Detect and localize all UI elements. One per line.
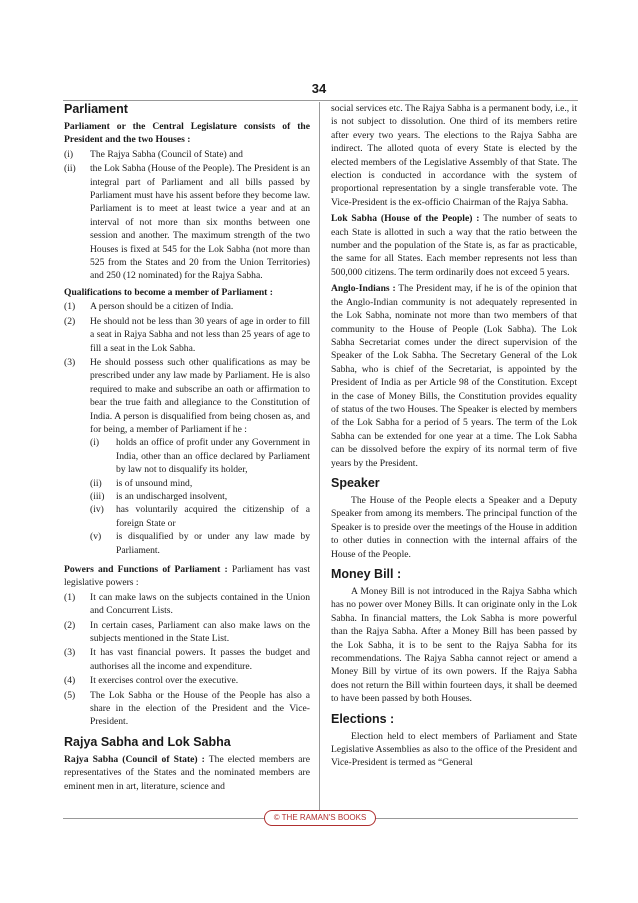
- list-item: (1) It can make laws on the subjects contained in the Union and Concurrent Lists.: [64, 591, 310, 617]
- list-item: (2) In certain cases, Parliament can also make laws on the subjects mentioned in the State List.: [64, 619, 310, 645]
- list-item: (i) The Rajya Sabha (Council of State) and: [64, 148, 243, 160]
- money-bill-heading: Money Bill :: [331, 567, 402, 581]
- speaker-text: The House of the People elects a Speaker and a Deputy Speaker from among its members. The principal function of the Speaker is to preside over the meetings of the House in addition to other duties in connection with the internal affairs of the House of the People.: [331, 494, 577, 560]
- list-item: (2) He should not be less than 30 years of age in order to fill a seat in Rajya Sabha and not less than 25 years of age to fill a seat in the Lok Sabha.: [64, 315, 310, 354]
- parliament-heading: Parliament: [64, 102, 128, 116]
- list-item: (iii) is an undischarged insolvent,: [90, 490, 228, 502]
- page-number: 34: [311, 81, 327, 96]
- lok-sabha-text: The number of seats to each State is allotted in such a way that the ratio between the number and the population of the State is, as far as practicable, the same for all States. Each member represents not less than 500,000 citizens. The term ordinarily does not exceed 5 years.: [331, 213, 577, 278]
- powers-intro: Parliament has vast legislative powers :: [64, 564, 311, 589]
- list-item: (5) The Lok Sabha or the House of the People has also a share in the election of the President and the Vice-President.: [64, 689, 310, 728]
- elections-text: Election held to elect members of Parliament and State Legislative Assemblies as also to the office of the President and Vice-President is termed as “General: [331, 730, 577, 769]
- parliament-intro: Parliament or the Central Legislature consists of the President and the two Houses :: [64, 121, 310, 146]
- anglo-indians-paragraph: [331, 282, 577, 470]
- list-item: (ii) the Lok Sabha (House of the People). The President is an integral part of Parliament and all bills passed by Parliament must have his assent before they become law. Parliament is to meet at least twice a year and at an interval of not more than six months between one session and another. The maximum strength of the two Houses is fixed at 545 for the Lok Sabha (not more than 525 from the States and 20 from the Union Territories) and 250 (12 nominated) for the Rajya Sabha.: [64, 163, 310, 282]
- left-column: [64, 102, 310, 793]
- speaker-heading: Speaker: [331, 475, 380, 490]
- rajya-lok-sabha-heading: Rajya Sabha and Lok Sabha: [64, 734, 231, 749]
- money-bill-text: A Money Bill is not introduced in the Rajya Sabha which has no power over Money Bills. It can originate only in the Lok Sabha. In financial matters, the Lok Sabha is more powerful than the Rajya Sabha. After a Money Bill has been passed by the Lok Sabha, it is to be sent to the Rajya Sabha for its recommendations. The Rajya Sabha cannot reject or amend a Money Bill by virtue of its own powers. If the Rajya Sabha does not return the Bill within fourteen days, it shall be deemed to have been passed by both Houses.: [331, 586, 577, 705]
- disqualification-list: [64, 436, 310, 557]
- lok-sabha-paragraph: [331, 212, 577, 279]
- houses-list: [64, 148, 310, 283]
- powers-paragraph: [64, 563, 310, 590]
- list-item: (3) He should possess such other qualifications as may be prescribed under any law made by Parliament. He is also required to make and subscribe an oath or affirmation to bear the true faith and allegiance to the Constitution of India. A person is disqualified from being chosen as, and for being, a member of Parliament if he :: [64, 356, 310, 435]
- anglo-indians-text: The President may, if he is of the opinion that the Anglo-Indian community is not adequately represented in the Lok Sabha, nominate not more than two members of that community to the House of People (Lok Sabha). The Lok Sabha Secretariat comes under the direct supervision of the Speaker of the Lok Sabha. The Secretary General of the Lok Sabha, who is chief of the Secretariat, is appointed by the President of India as per Article 98 of the Constitution. Except in the case of Money Bills, the Constitution provides equality of status of the two Houses. The Speaker is elected by members of the Lok Sabha for a period of 5 years. The term of the Lok Sabha can be extended for one year at a time. The Lok Sabha can be dissolved before the expiry of its normal term of five years by the President.: [331, 283, 577, 469]
- list-item: (i) holds an office of profit under any Government in India, other than an office declared by Parliament by law not to disqualify its holder,: [90, 437, 310, 476]
- list-item: (iv) has voluntarily acquired the citizenship of a foreign State or: [90, 504, 310, 529]
- publisher-footer: © THE RAMAN'S BOOKS: [264, 810, 376, 826]
- qualifications-list: [64, 300, 310, 436]
- list-item: (4) It exercises control over the executive.: [64, 675, 239, 687]
- lok-sabha-label: Lok Sabha (House of the People) :: [331, 213, 480, 225]
- qualifications-heading: Qualifications to become a member of Parliament :: [64, 286, 273, 298]
- list-item: (ii) is of unsound mind,: [90, 477, 193, 489]
- column-divider: [319, 102, 320, 816]
- powers-list: [64, 591, 310, 729]
- list-item: (v) is disqualified by or under any law made by Parliament.: [90, 531, 310, 556]
- rajya-sabha-paragraph: [64, 753, 310, 793]
- anglo-indians-label: Anglo-Indians :: [331, 283, 396, 295]
- list-item: (1) A person should be a citizen of India.: [64, 301, 234, 313]
- list-item: (3) It has vast financial powers. It passes the budget and authorises all the income and expenditure.: [64, 647, 310, 672]
- rajya-sabha-text: The elected members are representatives of the States and the nominated members are eminent men in art, literature, science and: [64, 753, 311, 792]
- rajya-sabha-label: Rajya Sabha (Council of State) :: [64, 753, 205, 765]
- right-column: [331, 102, 577, 770]
- powers-heading: Powers and Functions of Parliament :: [64, 564, 228, 575]
- rajya-sabha-continued: social services etc. The Rajya Sabha is a permanent body, i.e., it is not subject to dissolution. One third of its members retire after every two years. The elections to the Rajya Sabha are indirect. The alloted quota of every State is elected by the elected members of the Legislative Assembly of that State. The election is conducted in accordance with the system of proportional representation by a single transferable vote. The Vice-President is the ex-officio Chairman of the Rajya Sabha.: [331, 103, 577, 208]
- elections-heading: Elections :: [331, 711, 395, 726]
- header-rule: [63, 100, 578, 101]
